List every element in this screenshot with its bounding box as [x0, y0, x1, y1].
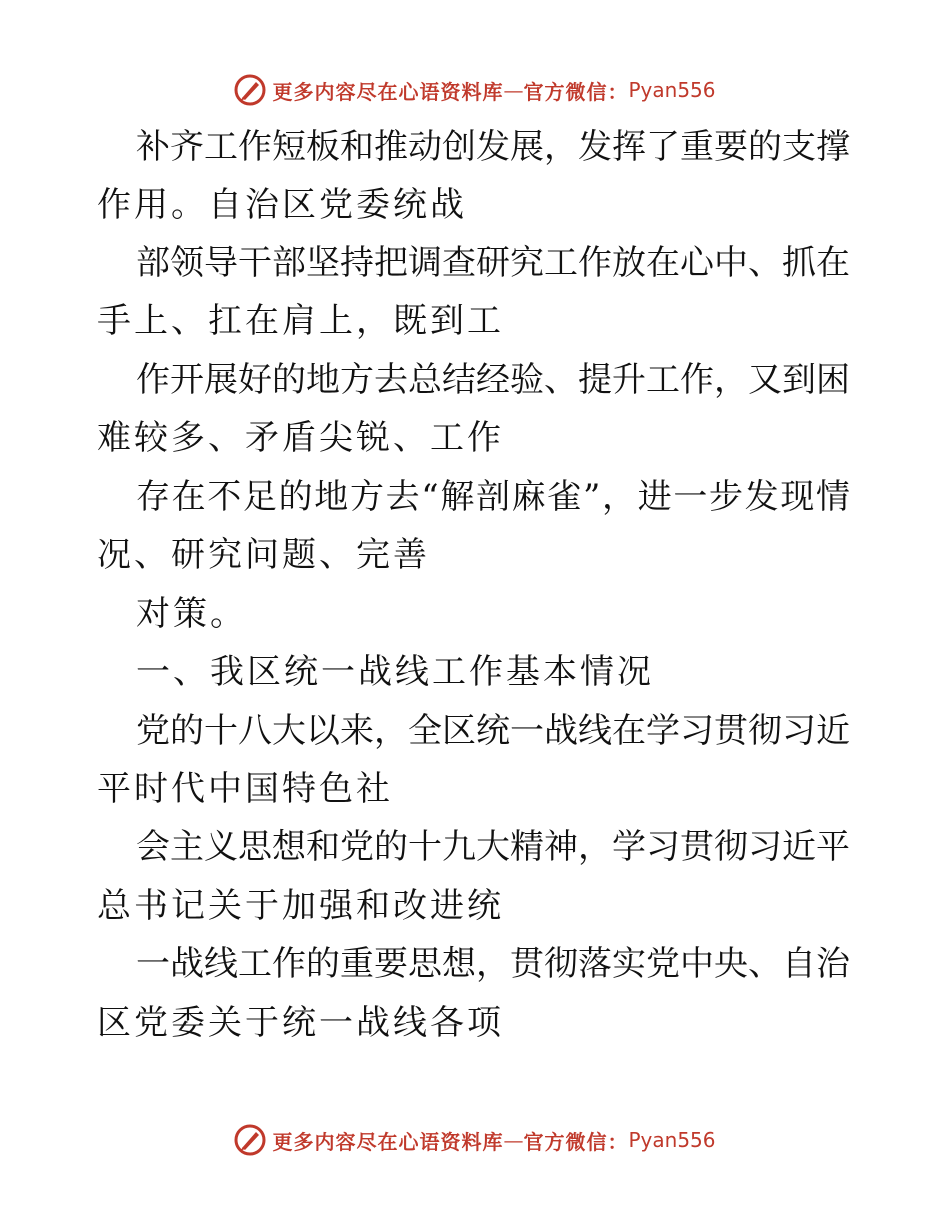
text-line: 对策。 [136, 594, 247, 634]
watermark-wechat-id: Pyan556 [628, 1128, 716, 1152]
quill-pen-logo-icon [234, 74, 266, 106]
watermark-label: 官方微信： [523, 79, 629, 104]
watermark-separator: — [503, 78, 524, 102]
text-line: 平时代中国特色社 [97, 769, 393, 809]
text-line: 一战线工作的重要思想，贯彻落实党中央、自治 [136, 944, 850, 984]
text-line: 区党委关于统一战线各项 [97, 1003, 504, 1043]
text-line: 补齐工作短板和推动创发展，发挥了重要的支撑 [136, 127, 850, 167]
watermark-banner-top [0, 70, 950, 110]
text-line: 难较多、矛盾尖锐、工作 [97, 418, 504, 458]
text-line: 党的十八大以来，全区统一战线在学习贯彻习近 [136, 711, 850, 751]
text-line: 总书记关于加强和改进统 [97, 886, 504, 926]
text-line: 存在不足的地方去“解剖麻雀”，进一步发现情 [136, 477, 850, 517]
quill-pen-logo-icon [234, 1124, 266, 1156]
watermark-banner-bottom [0, 1120, 950, 1160]
text-line: 况、研究问题、完善 [97, 535, 430, 575]
watermark-wechat-id: Pyan556 [628, 78, 716, 102]
text-line: 作用。自治区党委统战 [97, 185, 467, 225]
text-line: 作开展好的地方去总结经验、提升工作，又到困 [136, 360, 850, 400]
text-line: 手上、扛在肩上，既到工 [97, 301, 504, 341]
text-line: 部领导干部坚持把调查研究工作放在心中、抓在 [136, 243, 850, 283]
watermark-main-text: 更多内容尽在心语资料库 [272, 79, 504, 104]
watermark-main-text: 更多内容尽在心语资料库 [272, 1129, 504, 1154]
text-line: 会主义思想和党的十九大精神，学习贯彻习近平 [136, 827, 850, 867]
watermark-label: 官方微信： [523, 1129, 629, 1154]
section-heading: 一、我区统一战线工作基本情况 [136, 652, 654, 692]
watermark-separator: — [503, 1128, 524, 1152]
